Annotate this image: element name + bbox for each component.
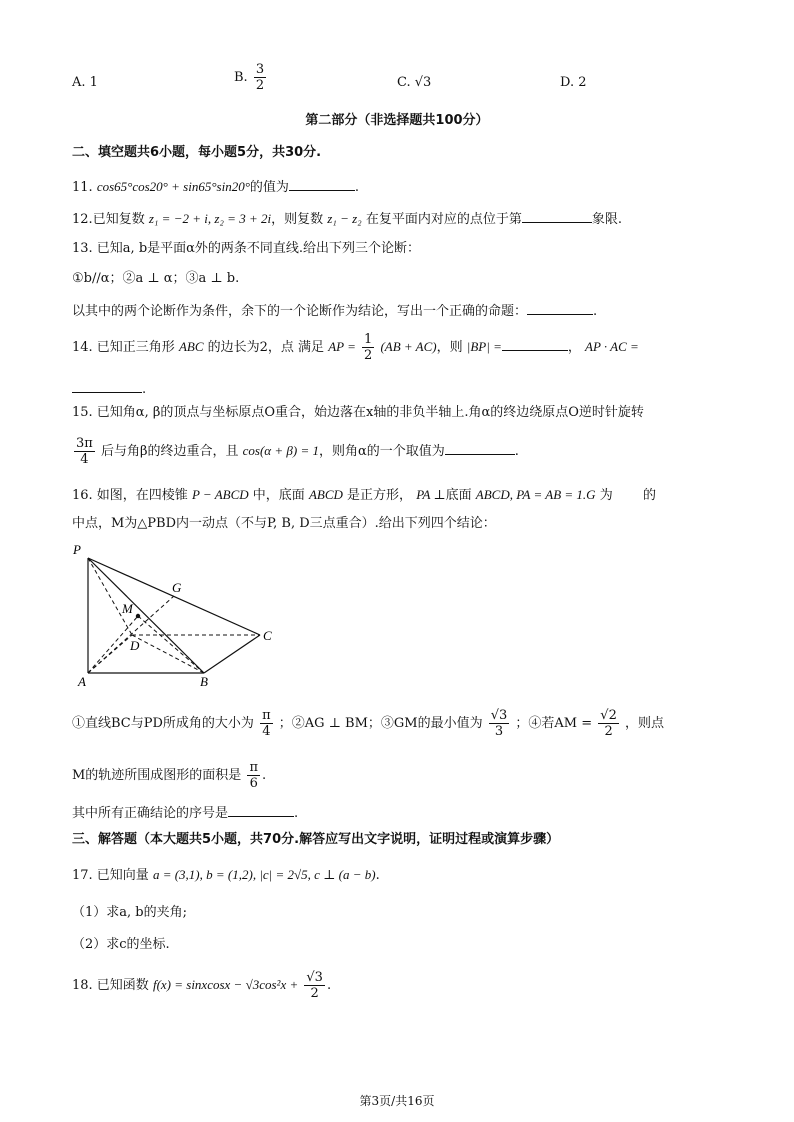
- q14-end: .: [142, 382, 147, 397]
- q15-frac-numerator: 3π: [76, 436, 93, 451]
- q16-cond2: ABCD, PA = AB = 1.G: [475, 487, 596, 502]
- q11-answer-blank: [289, 176, 355, 191]
- q18-line1: [72, 970, 331, 1001]
- q16-pyramid: P − ABCD: [191, 487, 249, 502]
- q14-blank2: [72, 378, 142, 393]
- q16-c3-numerator: √3: [490, 708, 508, 723]
- q16-text1f: 的: [642, 488, 656, 503]
- q14-sum: (AB + AC): [380, 339, 437, 354]
- q15-line2: [72, 436, 519, 467]
- q14-half-denominator: 2: [364, 348, 373, 363]
- page-footer: 第3页/共16页: [359, 1094, 435, 1108]
- q16-l4-denominator: 6: [249, 776, 258, 791]
- q16-c4: ；④若AM =: [515, 716, 593, 731]
- option-b: [234, 62, 268, 93]
- q16-conclusions: [72, 708, 664, 739]
- q16-line4: [72, 760, 266, 791]
- q16-c3-denominator: 3: [494, 724, 504, 739]
- section3-title: 三、解答题（本大题共5小题，共70分.解答应写出文字说明，证明过程或演算步骤）: [72, 832, 560, 847]
- q16-text1a: 16. 如图，在四棱锥: [72, 488, 188, 503]
- q16-l4-numerator: π: [249, 760, 258, 775]
- q12-text4: 象限.: [591, 212, 622, 227]
- q16-text1e: 为: [599, 488, 613, 503]
- q14-line1: 14. 已知正三角形 ABC 的边长为2，点 满足 AP = $\frac{1}{2}$ (AB + AC)，则 |BP| = ， AP · AC =: [72, 332, 639, 363]
- q18-expression: f(x) = sinxcosx − √3cos²x +: [152, 977, 299, 992]
- option-d: D. 2: [560, 75, 587, 90]
- q16-line1: [72, 486, 656, 505]
- q16-c1-denominator: 4: [262, 724, 271, 739]
- q11-number: 11.: [72, 180, 93, 195]
- q16-base: ABCD: [308, 487, 343, 502]
- q13-line3: [72, 300, 597, 321]
- q17-part2: （2）求c的坐标.: [72, 937, 170, 952]
- q17-end: .: [375, 868, 380, 883]
- q11-expression: cos65°cos20° + sin65°sin20°: [96, 179, 250, 194]
- q16-cond: PA ⊥: [416, 487, 446, 502]
- q16-c1: ①直线BC与PD所成角的大小为: [72, 716, 254, 731]
- q16-l4-fraction: [247, 760, 260, 791]
- label-b: B: [200, 674, 208, 688]
- q16-c4-fraction: [598, 708, 619, 739]
- edge-pd: [88, 558, 132, 635]
- q12-expression: z₁ = −2 + i, z₂ = 3 + 2i: [148, 211, 272, 226]
- q16-line4-end: .: [262, 768, 267, 783]
- q12-text3: 在复平面内对应的点位于第: [365, 212, 522, 227]
- label-a: A: [78, 674, 86, 688]
- q15-end: .: [514, 444, 519, 459]
- q16-c4b: ，则点: [625, 716, 665, 731]
- q16-answer-blank: [228, 802, 294, 817]
- q16-c4-denominator: 2: [604, 724, 613, 739]
- q14-text1: 14. 已知正三角形: [72, 340, 175, 355]
- pyramid-figure: [70, 538, 290, 688]
- q16-text1c: 是正方形，: [347, 488, 413, 503]
- section2-title: 二、填空题共6小题，每小题5分，共30分.: [72, 145, 322, 160]
- q14-half: [362, 332, 374, 363]
- edge-db: [132, 635, 204, 673]
- q15-text2a: 后与角β的终边重合，且: [100, 444, 239, 459]
- q16-c3-fraction: [489, 708, 510, 739]
- q15-answer-blank: [445, 440, 515, 455]
- q12-text1: 已知复数: [92, 212, 145, 227]
- q16-c1-fraction: [260, 708, 273, 739]
- q14-bp: |BP| =: [466, 339, 502, 354]
- q17-line1: [72, 866, 380, 885]
- q16-line4-text: M的轨迹所围成图形的面积是: [72, 768, 242, 783]
- q14-half-numerator: 1: [364, 332, 373, 347]
- label-d: D: [130, 638, 140, 653]
- segment-bm: [138, 616, 204, 673]
- q15-line1: 15. 已知角α, β的顶点与坐标原点O重合，始边落在x轴的非负半轴上.角α的终边绕原点O逆时针旋转: [72, 405, 644, 420]
- q14-line2: [72, 378, 146, 399]
- question-11: [72, 176, 359, 197]
- q12-answer-blank: [522, 208, 592, 223]
- q15-fraction: [74, 436, 95, 467]
- q14-dot: AP · AC =: [585, 339, 639, 354]
- q15-text2b: ，则角α的一个取值为: [318, 444, 445, 459]
- q16-text1b: 中，底面: [252, 488, 305, 503]
- option-a: A. 1: [72, 75, 98, 90]
- q12-expression2: z₁ − z₂: [327, 211, 362, 226]
- label-m: M: [122, 601, 133, 616]
- q18-fraction: [304, 970, 325, 1001]
- q15-frac-denominator: 4: [80, 452, 89, 467]
- label-g: G: [172, 580, 182, 595]
- q16-line5-text: 其中所有正确结论的序号是: [72, 806, 229, 821]
- option-c: C. √3: [397, 75, 432, 90]
- option-b-fraction: [254, 62, 266, 93]
- q13-end: .: [593, 304, 598, 319]
- point-m: [136, 614, 140, 618]
- q16-text1d: 底面: [445, 488, 472, 503]
- q17-text: 17. 已知向量: [72, 868, 149, 883]
- q16-c1-numerator: π: [262, 708, 271, 723]
- q14-blank1: [502, 336, 568, 351]
- edge-bc: [204, 635, 260, 673]
- q16-end: .: [294, 806, 299, 821]
- q17-part1: （1）求a, b的夹角;: [72, 905, 187, 920]
- q14-triangle: ABC: [178, 339, 204, 354]
- part2-title: 第二部分（非选择题共100分）: [305, 113, 489, 128]
- q13-line2: ①b//α；②a ⊥ α；③a ⊥ b.: [72, 271, 240, 286]
- option-b-label: B.: [234, 70, 248, 85]
- q14-text3: ，则: [436, 340, 463, 355]
- label-c: C: [263, 628, 272, 643]
- option-b-numerator: 3: [255, 62, 265, 77]
- q16-c4-numerator: √2: [600, 708, 617, 723]
- q16-line2: 中点，M为△PBD内一动点（不与P, B, D三点重合）.给出下列四个结论：: [72, 516, 496, 531]
- q14-text2: 的边长为2，点 满足: [207, 340, 325, 355]
- q17-expression: a = (3,1), b = (1,2), |c| = 2√5, c ⊥ (a − b): [152, 867, 376, 882]
- q13-line3-text: 以其中的两个论断作为条件，余下的一个论断作为结论，写出一个正确的命题：: [72, 304, 528, 319]
- q12-number: 12.: [72, 212, 93, 227]
- q13-line1: 13. 已知a, b是平面α外的两条不同直线.给出下列三个论断：: [72, 241, 421, 256]
- q12-text2: ，则复数: [271, 212, 324, 227]
- q15-cos: cos(α + β) = 1: [242, 443, 319, 458]
- q18-frac-denominator: 2: [310, 986, 319, 1001]
- q13-answer-blank: [527, 300, 593, 315]
- q18-frac-numerator: √3: [306, 970, 323, 985]
- option-b-denominator: 2: [255, 78, 265, 93]
- question-12: [72, 208, 622, 229]
- label-p: P: [73, 542, 81, 557]
- q18-text: 18. 已知函数: [72, 978, 149, 993]
- q16-c2: ；②AG ⊥ BM；③GM的最小值为: [278, 716, 483, 731]
- q18-end: .: [326, 978, 332, 993]
- q11-end: .: [354, 180, 360, 195]
- edge-pb: [88, 558, 204, 673]
- q16-line5: [72, 802, 298, 823]
- q11-tail: 的值为: [249, 180, 289, 195]
- q14-ap: AP =: [328, 339, 356, 354]
